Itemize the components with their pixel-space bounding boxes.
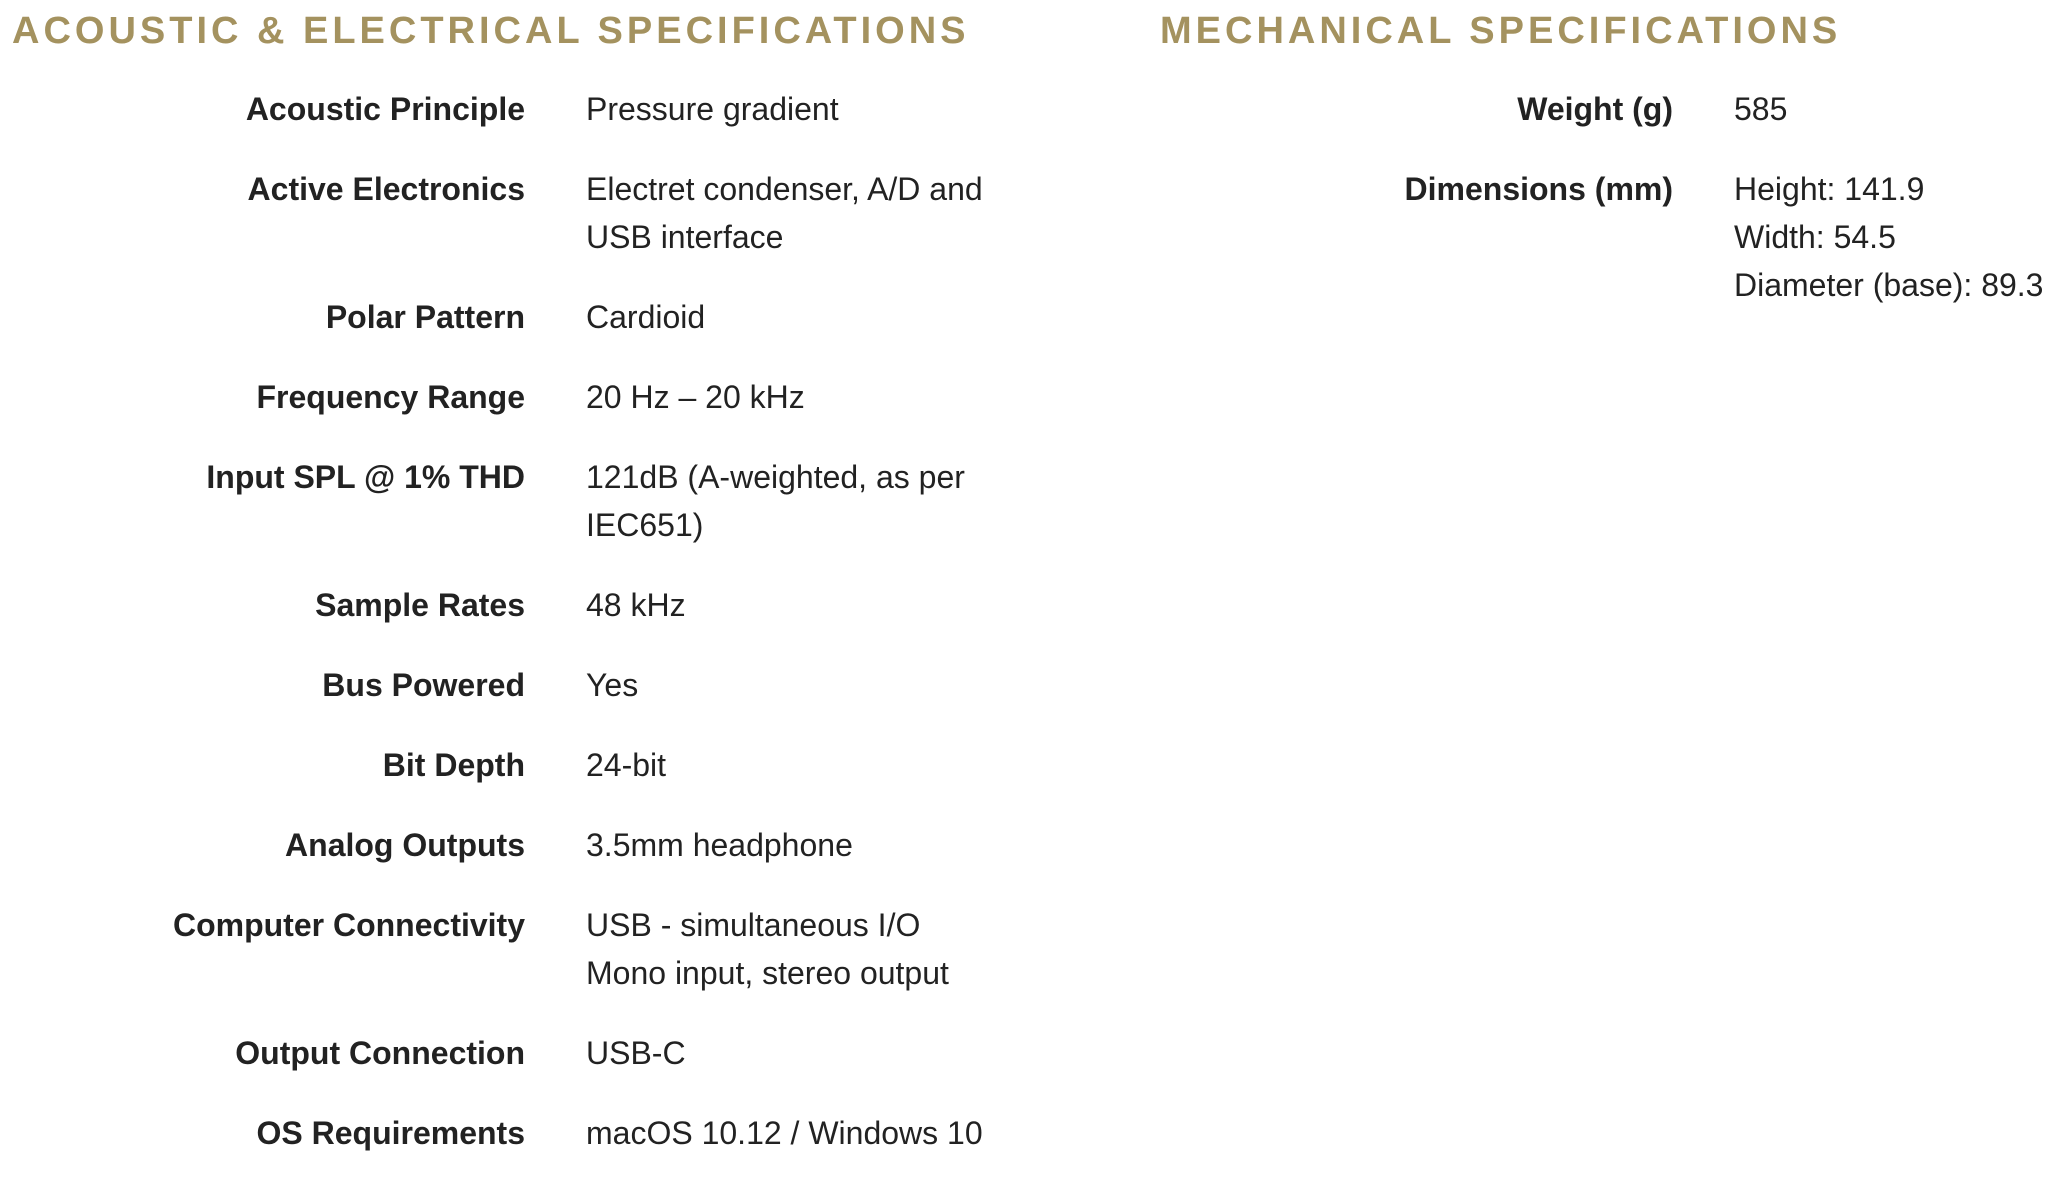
spec-value-line: USB interface [586, 219, 784, 255]
spec-label: Computer Connectivity [172, 907, 525, 943]
spec-value-line: 24-bit [586, 747, 667, 783]
spec-value-line: USB-C [586, 1035, 686, 1071]
spec-row [0, 581, 983, 629]
spec-label: Acoustic Principle [245, 91, 525, 127]
spec-label: Input SPL @ 1% THD [206, 459, 525, 495]
spec-row [0, 661, 983, 709]
section-title: MECHANICAL SPECIFICATIONS [1160, 10, 1842, 52]
spec-row [1150, 85, 2043, 133]
spec-value [586, 165, 983, 261]
spec-value-line: macOS 10.12 / Windows 10 [586, 1115, 983, 1151]
spec-value-line: 121dB (A-weighted, as per [586, 459, 965, 495]
spec-value-line: USB - simultaneous I/O [586, 907, 921, 943]
spec-label: Weight (g) [1517, 91, 1673, 127]
spec-value [586, 85, 839, 133]
spec-value [586, 821, 853, 869]
spec-value-line: Pressure gradient [586, 91, 839, 127]
spec-label: Active Electronics [247, 171, 525, 207]
spec-value [586, 293, 705, 341]
spec-label: Bus Powered [322, 667, 525, 703]
spec-value [586, 1109, 983, 1157]
spec-value-line: Diameter (base): 89.3 [1734, 267, 2044, 303]
spec-value-line: Yes [586, 667, 639, 703]
spec-value-line: 3.5mm headphone [586, 827, 853, 863]
spec-value-line: 20 Hz – 20 kHz [586, 379, 805, 415]
spec-value-line: Mono input, stereo output [586, 955, 949, 991]
spec-value-line: Cardioid [586, 299, 706, 335]
spec-row [0, 85, 983, 133]
spec-row [0, 373, 983, 421]
spec-table [0, 85, 983, 1189]
spec-value-line: Electret condenser, A/D and [586, 171, 983, 207]
spec-row [0, 821, 983, 869]
section-title: ACOUSTIC & ELECTRICAL SPECIFICATIONS [12, 10, 970, 52]
spec-table [1150, 85, 2043, 341]
spec-row [0, 1109, 983, 1157]
spec-label: Dimensions (mm) [1404, 171, 1673, 207]
spec-value [586, 373, 805, 421]
spec-row [0, 293, 983, 341]
spec-label: Frequency Range [256, 379, 525, 415]
spec-value [586, 453, 965, 549]
spec-value [586, 581, 686, 629]
spec-value-line: 48 kHz [586, 587, 686, 623]
spec-row [0, 1029, 983, 1077]
spec-row [1150, 165, 2043, 309]
spec-value-line: 585 [1734, 91, 1788, 127]
spec-value-line: Width: 54.5 [1734, 219, 1896, 255]
spec-label: Bit Depth [382, 747, 525, 783]
spec-value [1734, 165, 2043, 309]
spec-label: Sample Rates [315, 587, 525, 623]
spec-value [586, 741, 666, 789]
spec-value [586, 1029, 686, 1077]
spec-label: Output Connection [235, 1035, 525, 1071]
spec-row [0, 165, 983, 261]
spec-label: OS Requirements [256, 1115, 525, 1151]
spec-value-line: Height: 141.9 [1734, 171, 1925, 207]
spec-value [586, 901, 949, 997]
spec-label: Analog Outputs [285, 827, 525, 863]
spec-value [1734, 85, 1787, 133]
spec-row [0, 453, 983, 549]
spec-value-line: IEC651) [586, 507, 704, 543]
spec-row [0, 741, 983, 789]
spec-row [0, 901, 983, 997]
spec-value [586, 661, 638, 709]
spec-label: Polar Pattern [325, 299, 525, 335]
